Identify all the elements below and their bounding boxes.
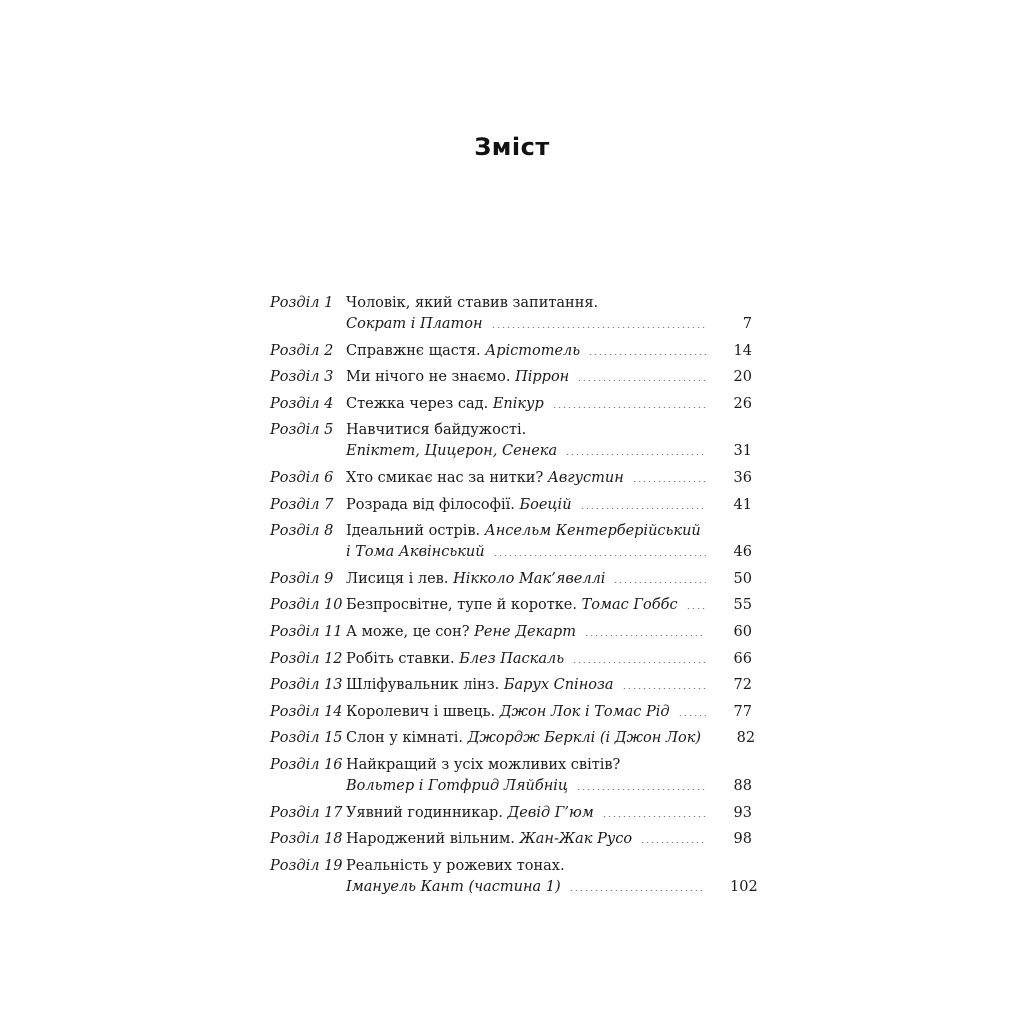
dot-leader xyxy=(552,407,706,408)
toc-entry xyxy=(270,468,752,489)
chapter-author: Імануель Кант (частина 1) xyxy=(346,878,561,895)
toc-line xyxy=(270,394,752,415)
toc-line xyxy=(270,542,752,563)
toc-entry xyxy=(270,293,752,335)
toc-line xyxy=(270,569,752,590)
page-number: 46 xyxy=(733,544,752,561)
chapter-title-text: Розрада від філософії. xyxy=(346,496,515,513)
toc-entry xyxy=(270,394,752,415)
page-number: 93 xyxy=(733,804,752,821)
chapter-author: Боецій xyxy=(519,496,572,513)
page-number: 36 xyxy=(733,469,752,486)
dot-leader xyxy=(576,789,706,790)
chapter-title-text: Чоловік, який ставив запитання. xyxy=(346,295,599,311)
chapter-title xyxy=(346,856,565,877)
chapter-label: Розділ 7 xyxy=(270,496,334,513)
dot-leader xyxy=(678,715,706,716)
dot-leader xyxy=(622,688,706,689)
chapter-label: Розділ 16 xyxy=(270,756,343,773)
chapter-author: Жан-Жак Русо xyxy=(519,831,633,848)
chapter-author: Джон Лок і Томас Рід xyxy=(499,703,670,720)
page-number: 14 xyxy=(733,342,752,359)
chapter-title-text: Найкращий з усіх можливих світів? xyxy=(346,756,621,773)
chapter-title-text: Уявний годинникар. xyxy=(346,804,503,821)
toc-entry xyxy=(270,420,752,462)
chapter-label: Розділ 4 xyxy=(270,395,334,412)
dot-leader xyxy=(584,635,706,636)
chapter-author: Вольтер і Готфрид Ляйбніц xyxy=(346,777,569,794)
chapter-title xyxy=(346,341,580,362)
toc-line xyxy=(270,468,752,489)
page-number: 72 xyxy=(733,677,752,694)
toc-entry xyxy=(270,856,758,898)
toc-line xyxy=(270,803,752,824)
chapter-subtitle xyxy=(346,776,568,797)
chapter-title-text: Робіть ставки. xyxy=(346,650,455,667)
chapter-title-text: Народжений вільним. xyxy=(346,831,515,848)
dot-leader xyxy=(565,454,706,455)
toc-line xyxy=(270,595,752,616)
chapter-title-text: Слон у кімнаті. xyxy=(346,730,464,747)
chapter-label: Розділ 13 xyxy=(270,677,343,694)
chapter-title-text: Безпросвітне, тупе й коротке. xyxy=(346,597,577,614)
dot-leader xyxy=(580,508,706,509)
toc-line xyxy=(270,649,752,670)
chapter-author: Піррон xyxy=(515,369,570,386)
chapter-author: Девід Г’юм xyxy=(507,804,594,821)
chapter-title xyxy=(346,595,678,616)
chapter-author: Джордж Берклі (і Джон Лок) xyxy=(467,730,702,747)
chapter-title xyxy=(346,495,572,516)
chapter-title-text: Реальність у рожевих тонах. xyxy=(346,857,565,874)
toc-entry xyxy=(270,367,752,388)
toc-entry xyxy=(270,521,752,563)
page-number: 7 xyxy=(742,316,752,332)
toc-entry xyxy=(270,649,752,670)
dot-leader xyxy=(588,354,706,355)
chapter-label: Розділ 12 xyxy=(270,650,343,667)
chapter-title xyxy=(346,293,598,314)
dot-leader xyxy=(686,608,706,609)
chapter-author: Томас Гоббс xyxy=(581,597,678,614)
chapter-title-text: Ми нічого не знаємо. xyxy=(346,369,511,386)
page-number: 82 xyxy=(736,730,756,747)
chapter-author: Блез Паскаль xyxy=(459,650,565,667)
toc-line xyxy=(270,776,752,797)
chapter-title xyxy=(346,521,701,542)
chapter-label: Розділ 9 xyxy=(270,570,334,587)
chapter-subtitle xyxy=(346,877,561,898)
toc-line xyxy=(270,829,752,850)
chapter-title xyxy=(346,829,632,850)
page-title: Зміст xyxy=(474,133,550,161)
toc-line xyxy=(270,341,752,362)
toc-line xyxy=(270,755,752,776)
chapter-author: Августин xyxy=(547,469,624,486)
toc-entry xyxy=(270,341,752,362)
table-of-contents xyxy=(270,293,758,903)
chapter-title-text: Ідеальний острів. xyxy=(346,523,481,540)
chapter-title xyxy=(346,569,605,590)
chapter-title-text: Лисиця і лев. xyxy=(346,570,449,587)
chapter-author: Сократ і Платон xyxy=(346,316,483,332)
toc-entry xyxy=(270,755,752,797)
toc-entry xyxy=(270,829,752,850)
toc-entry xyxy=(270,595,752,616)
toc-entry xyxy=(270,702,752,723)
chapter-label: Розділ 5 xyxy=(270,422,334,439)
chapter-subtitle xyxy=(346,314,483,335)
chapter-title xyxy=(346,622,576,643)
toc-line xyxy=(270,495,752,516)
dot-leader xyxy=(602,816,706,817)
chapter-label: Розділ 11 xyxy=(270,623,343,640)
page-number: 88 xyxy=(733,777,752,794)
chapter-title-text: Справжнє щастя. xyxy=(346,342,481,359)
chapter-label: Розділ 19 xyxy=(270,857,343,874)
chapter-title xyxy=(346,649,564,670)
toc-line xyxy=(270,521,752,542)
page-number: 31 xyxy=(733,443,752,460)
chapter-author: Арістотель xyxy=(485,342,581,359)
dot-leader xyxy=(577,380,706,381)
page-number: 102 xyxy=(730,878,758,895)
toc-line xyxy=(270,675,752,696)
toc-entry xyxy=(270,495,752,516)
chapter-title-text: Стежка через сад. xyxy=(346,395,489,412)
toc-line xyxy=(270,367,752,388)
dot-leader xyxy=(491,327,706,328)
chapter-author: Ансельм Кентерберійський xyxy=(484,523,701,540)
chapter-author: Епіктет, Цицерон, Сенека xyxy=(346,443,558,460)
page-number: 20 xyxy=(733,369,752,386)
chapter-label: Розділ 14 xyxy=(270,703,343,720)
chapter-title-text: А може, це сон? xyxy=(346,623,470,640)
toc-entry xyxy=(270,675,752,696)
chapter-label: Розділ 2 xyxy=(270,342,334,359)
chapter-author: Епікур xyxy=(492,395,544,412)
chapter-title-text: Навчитися байдужості. xyxy=(346,422,527,439)
chapter-title-text: Хто смикає нас за нитки? xyxy=(346,469,544,486)
chapter-subtitle xyxy=(346,441,557,462)
dot-leader xyxy=(632,481,706,482)
chapter-title-text: Королевич і швець. xyxy=(346,703,496,720)
page-number: 41 xyxy=(733,496,752,513)
chapter-title xyxy=(346,803,594,824)
chapter-label: Розділ 18 xyxy=(270,831,343,848)
chapter-author: Нікколо Мак’явеллі xyxy=(453,570,606,587)
toc-entry xyxy=(270,728,756,749)
toc-line xyxy=(270,420,752,441)
toc-line xyxy=(270,877,758,898)
chapter-label: Розділ 15 xyxy=(270,730,343,747)
dot-leader xyxy=(569,890,706,891)
chapter-label: Розділ 10 xyxy=(270,597,343,614)
toc-line xyxy=(270,856,752,877)
chapter-label: Розділ 8 xyxy=(270,523,334,540)
page-number: 55 xyxy=(733,597,752,614)
chapter-label: Розділ 3 xyxy=(270,369,334,386)
chapter-title xyxy=(346,394,544,415)
toc-entry xyxy=(270,569,752,590)
chapter-title xyxy=(346,702,670,723)
page-number: 77 xyxy=(733,703,752,720)
chapter-title xyxy=(346,367,569,388)
page-number: 98 xyxy=(733,831,752,848)
toc-line xyxy=(270,314,752,335)
chapter-label: Розділ 17 xyxy=(270,804,343,821)
chapter-title xyxy=(346,755,620,776)
dot-leader xyxy=(572,662,706,663)
toc-line xyxy=(270,441,752,462)
chapter-author: Рене Декарт xyxy=(474,623,576,640)
toc-line xyxy=(270,702,752,723)
chapter-title xyxy=(346,728,701,749)
chapter-author: і Тома Аквінський xyxy=(346,544,485,561)
toc-line xyxy=(270,622,752,643)
page-number: 26 xyxy=(733,395,752,412)
dot-leader xyxy=(613,582,706,583)
page-number: 50 xyxy=(733,570,752,587)
chapter-subtitle xyxy=(346,542,485,563)
toc-line xyxy=(270,293,752,314)
dot-leader xyxy=(493,555,706,556)
chapter-author: Барух Спіноза xyxy=(503,677,614,694)
chapter-title-text: Шліфувальник лінз. xyxy=(346,677,500,694)
chapter-label: Розділ 1 xyxy=(270,295,334,311)
toc-entry xyxy=(270,622,752,643)
page-number: 60 xyxy=(733,623,752,640)
dot-leader xyxy=(640,842,706,843)
chapter-title xyxy=(346,675,614,696)
toc-entry xyxy=(270,803,752,824)
chapter-label: Розділ 6 xyxy=(270,469,334,486)
chapter-title xyxy=(346,468,624,489)
page-number: 66 xyxy=(733,650,752,667)
toc-line xyxy=(270,728,756,749)
chapter-title xyxy=(346,420,526,441)
